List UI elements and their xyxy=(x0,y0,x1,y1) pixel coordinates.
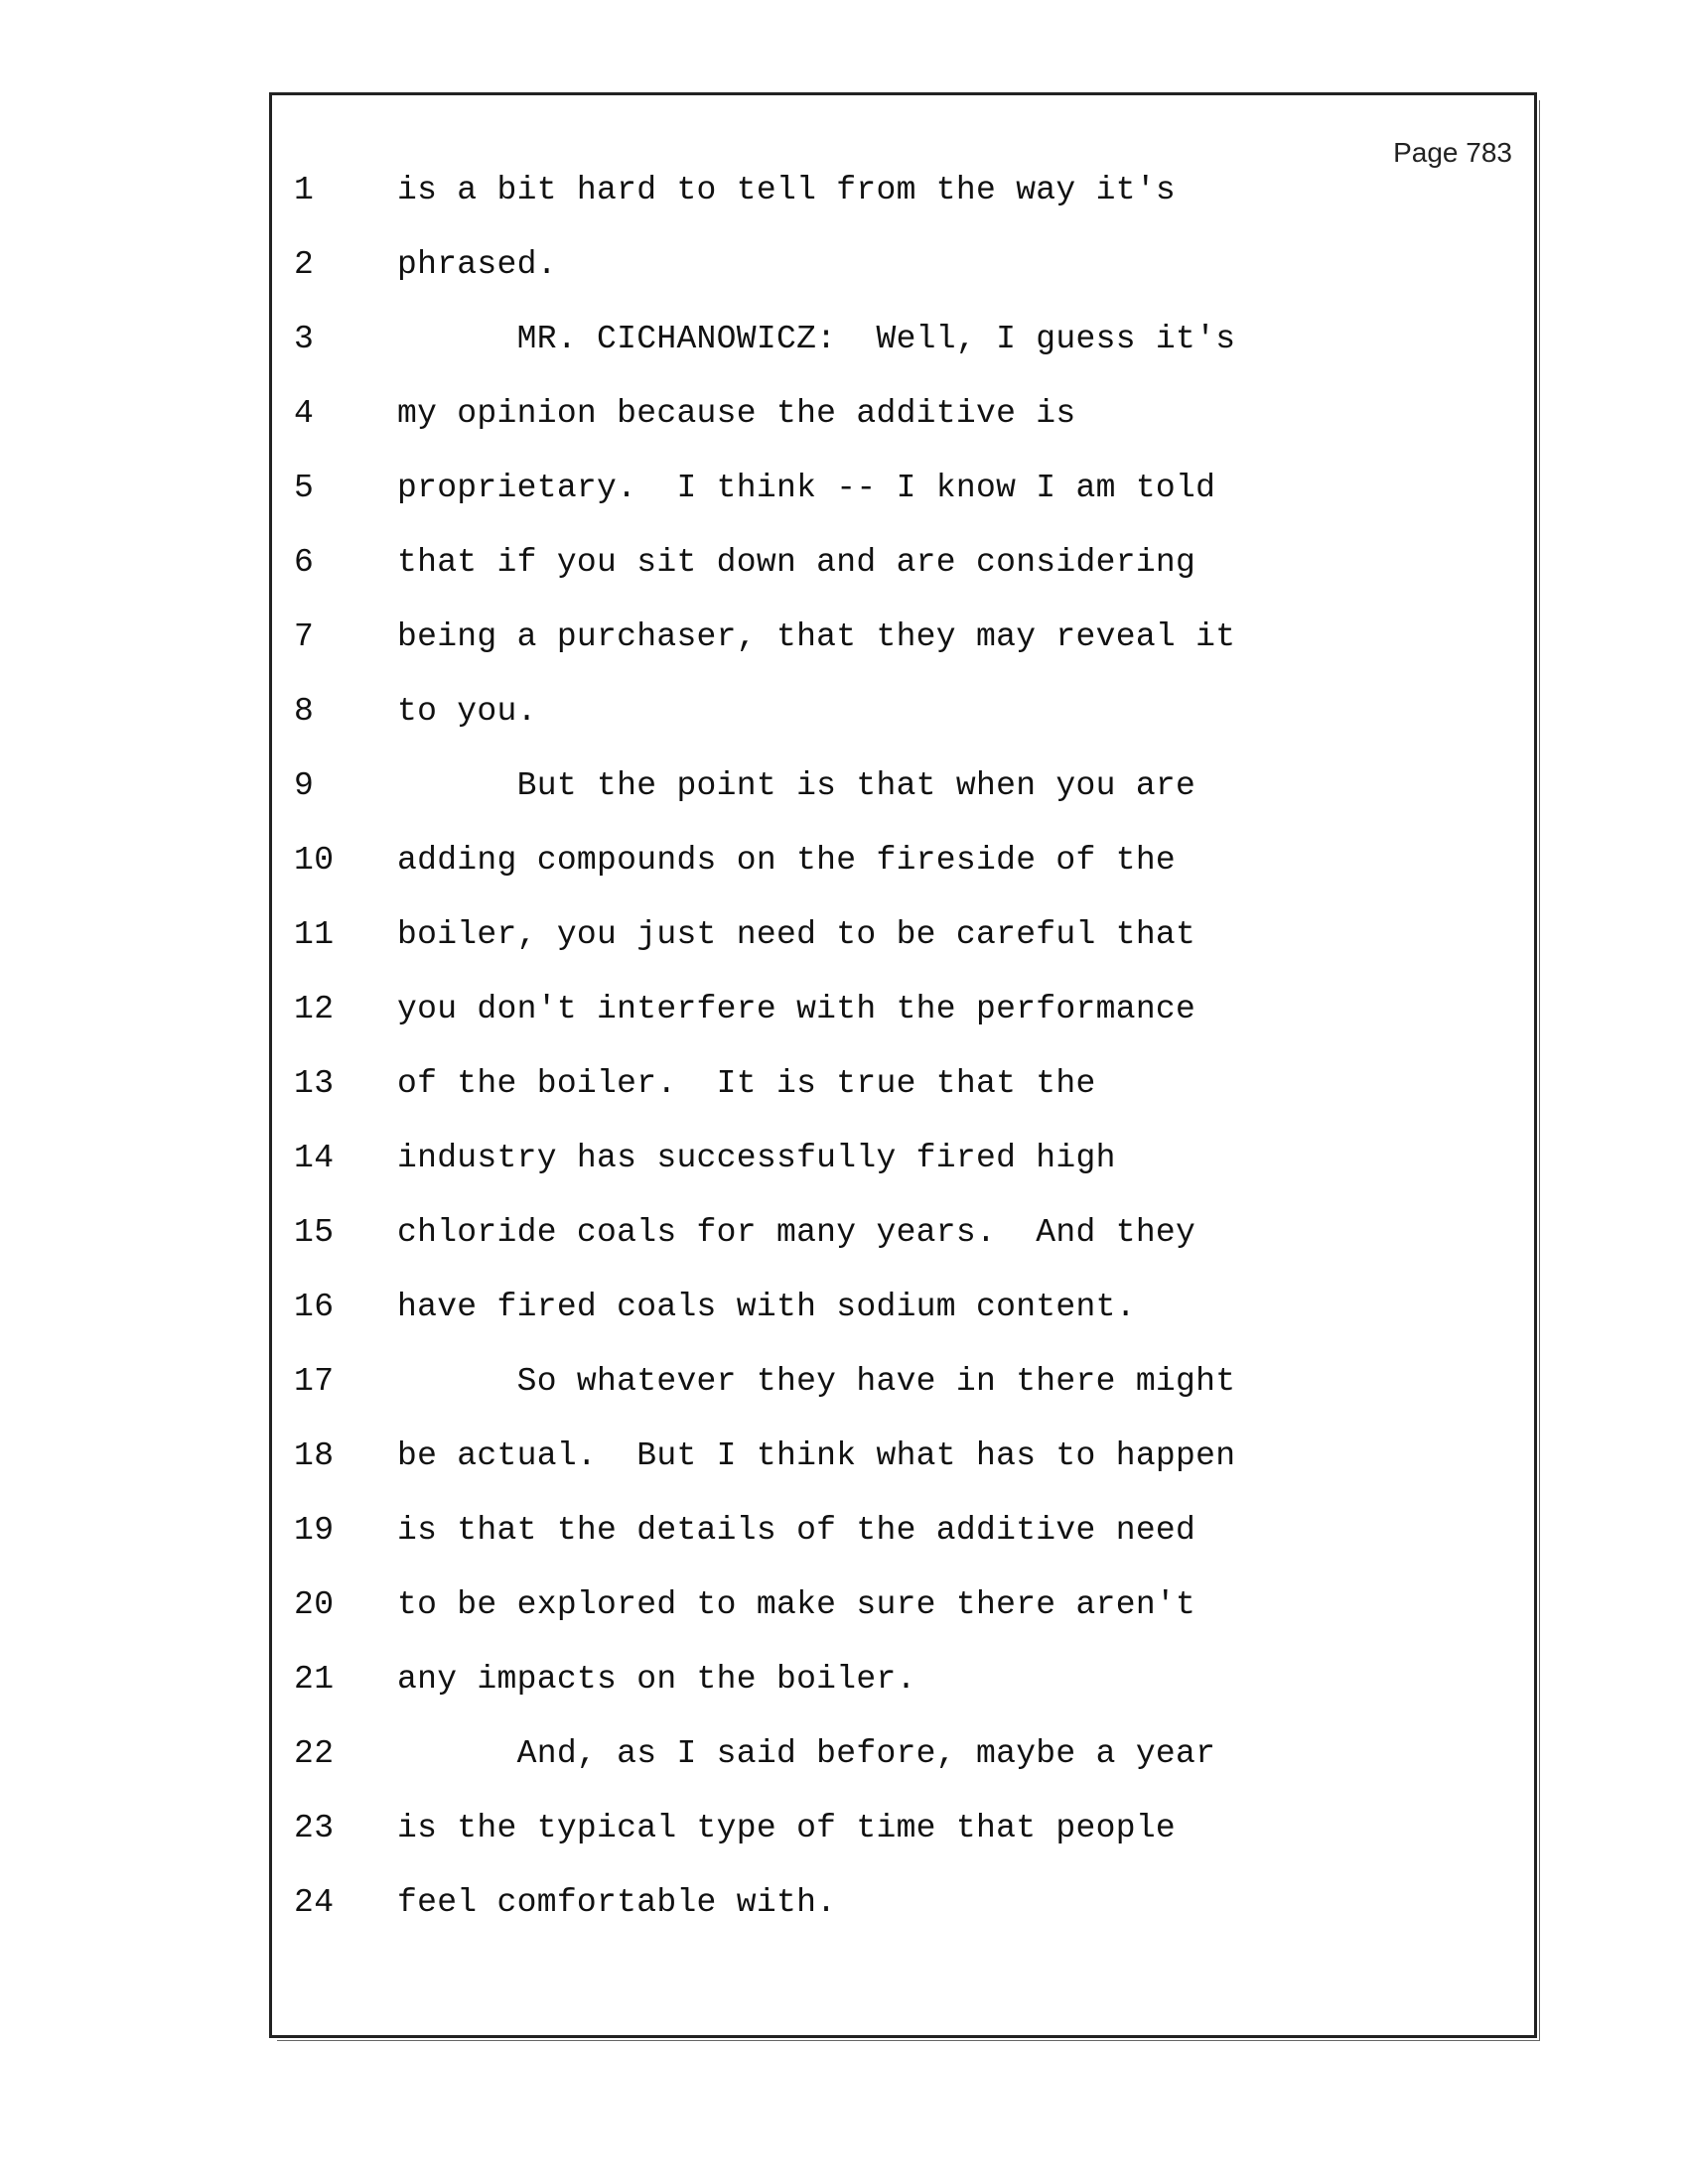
line-text: you don't interfere with the performance xyxy=(397,991,1196,1027)
transcript-line xyxy=(272,1437,1534,1487)
page-number: Page 783 xyxy=(1393,137,1512,168)
line-number: 1 xyxy=(294,172,315,208)
line-number: 12 xyxy=(294,991,335,1027)
transcript-line xyxy=(272,172,1534,221)
line-text: being a purchaser, that they may reveal it xyxy=(397,618,1236,655)
transcript-line xyxy=(272,1735,1534,1785)
transcript-line xyxy=(272,693,1534,743)
line-text: And, as I said before, maybe a year xyxy=(397,1735,1216,1772)
transcript-line xyxy=(272,1065,1534,1115)
transcript-line xyxy=(272,544,1534,594)
transcript-line xyxy=(272,246,1534,296)
line-text: be actual. But I think what has to happen xyxy=(397,1437,1236,1474)
line-text: to you. xyxy=(397,693,537,730)
line-number: 20 xyxy=(294,1586,335,1623)
line-text: adding compounds on the fireside of the xyxy=(397,842,1177,879)
transcript-line xyxy=(272,470,1534,519)
line-number: 21 xyxy=(294,1661,335,1698)
line-text: my opinion because the additive is xyxy=(397,395,1076,432)
line-text: is that the details of the additive need xyxy=(397,1512,1196,1549)
transcript-line xyxy=(272,1810,1534,1859)
line-number: 18 xyxy=(294,1437,335,1474)
transcript-line xyxy=(272,1512,1534,1562)
line-text: proprietary. I think -- I know I am told xyxy=(397,470,1216,506)
line-text: chloride coals for many years. And they xyxy=(397,1214,1196,1251)
transcript-line xyxy=(272,1586,1534,1636)
line-text: So whatever they have in there might xyxy=(397,1363,1236,1400)
transcript-line xyxy=(272,395,1534,445)
line-text: industry has successfully fired high xyxy=(397,1140,1116,1176)
line-number: 3 xyxy=(294,321,315,357)
line-number: 4 xyxy=(294,395,315,432)
line-number: 24 xyxy=(294,1884,335,1921)
transcript-line xyxy=(272,1140,1534,1189)
transcript-line xyxy=(272,1214,1534,1264)
line-text: that if you sit down and are considering xyxy=(397,544,1196,581)
line-number: 5 xyxy=(294,470,315,506)
line-text: any impacts on the boiler. xyxy=(397,1661,916,1698)
line-text: feel comfortable with. xyxy=(397,1884,837,1921)
line-number: 16 xyxy=(294,1289,335,1325)
transcript-line xyxy=(272,1884,1534,1934)
line-number: 11 xyxy=(294,916,335,953)
line-number: 10 xyxy=(294,842,335,879)
line-number: 2 xyxy=(294,246,315,283)
line-number: 13 xyxy=(294,1065,335,1102)
line-text: boiler, you just need to be careful that xyxy=(397,916,1196,953)
transcript-page-frame xyxy=(269,92,1537,2038)
line-number: 17 xyxy=(294,1363,335,1400)
line-number: 22 xyxy=(294,1735,335,1772)
line-text: of the boiler. It is true that the xyxy=(397,1065,1096,1102)
line-number: 15 xyxy=(294,1214,335,1251)
line-number: 19 xyxy=(294,1512,335,1549)
line-number: 8 xyxy=(294,693,315,730)
line-text: have fired coals with sodium content. xyxy=(397,1289,1136,1325)
line-text: to be explored to make sure there aren't xyxy=(397,1586,1196,1623)
line-text: phrased. xyxy=(397,246,557,283)
transcript-line xyxy=(272,991,1534,1040)
transcript-line xyxy=(272,1363,1534,1413)
line-number: 9 xyxy=(294,767,315,804)
transcript-line xyxy=(272,842,1534,891)
transcript-line xyxy=(272,618,1534,668)
line-number: 14 xyxy=(294,1140,335,1176)
line-number: 7 xyxy=(294,618,315,655)
line-text: But the point is that when you are xyxy=(397,767,1196,804)
line-number: 6 xyxy=(294,544,315,581)
transcript-line xyxy=(272,1289,1534,1338)
transcript-line xyxy=(272,767,1534,817)
line-text: is a bit hard to tell from the way it's xyxy=(397,172,1177,208)
transcript-line xyxy=(272,321,1534,370)
transcript-line xyxy=(272,916,1534,966)
line-text: MR. CICHANOWICZ: Well, I guess it's xyxy=(397,321,1236,357)
line-number: 23 xyxy=(294,1810,335,1846)
transcript-line xyxy=(272,1661,1534,1710)
line-text: is the typical type of time that people xyxy=(397,1810,1177,1846)
